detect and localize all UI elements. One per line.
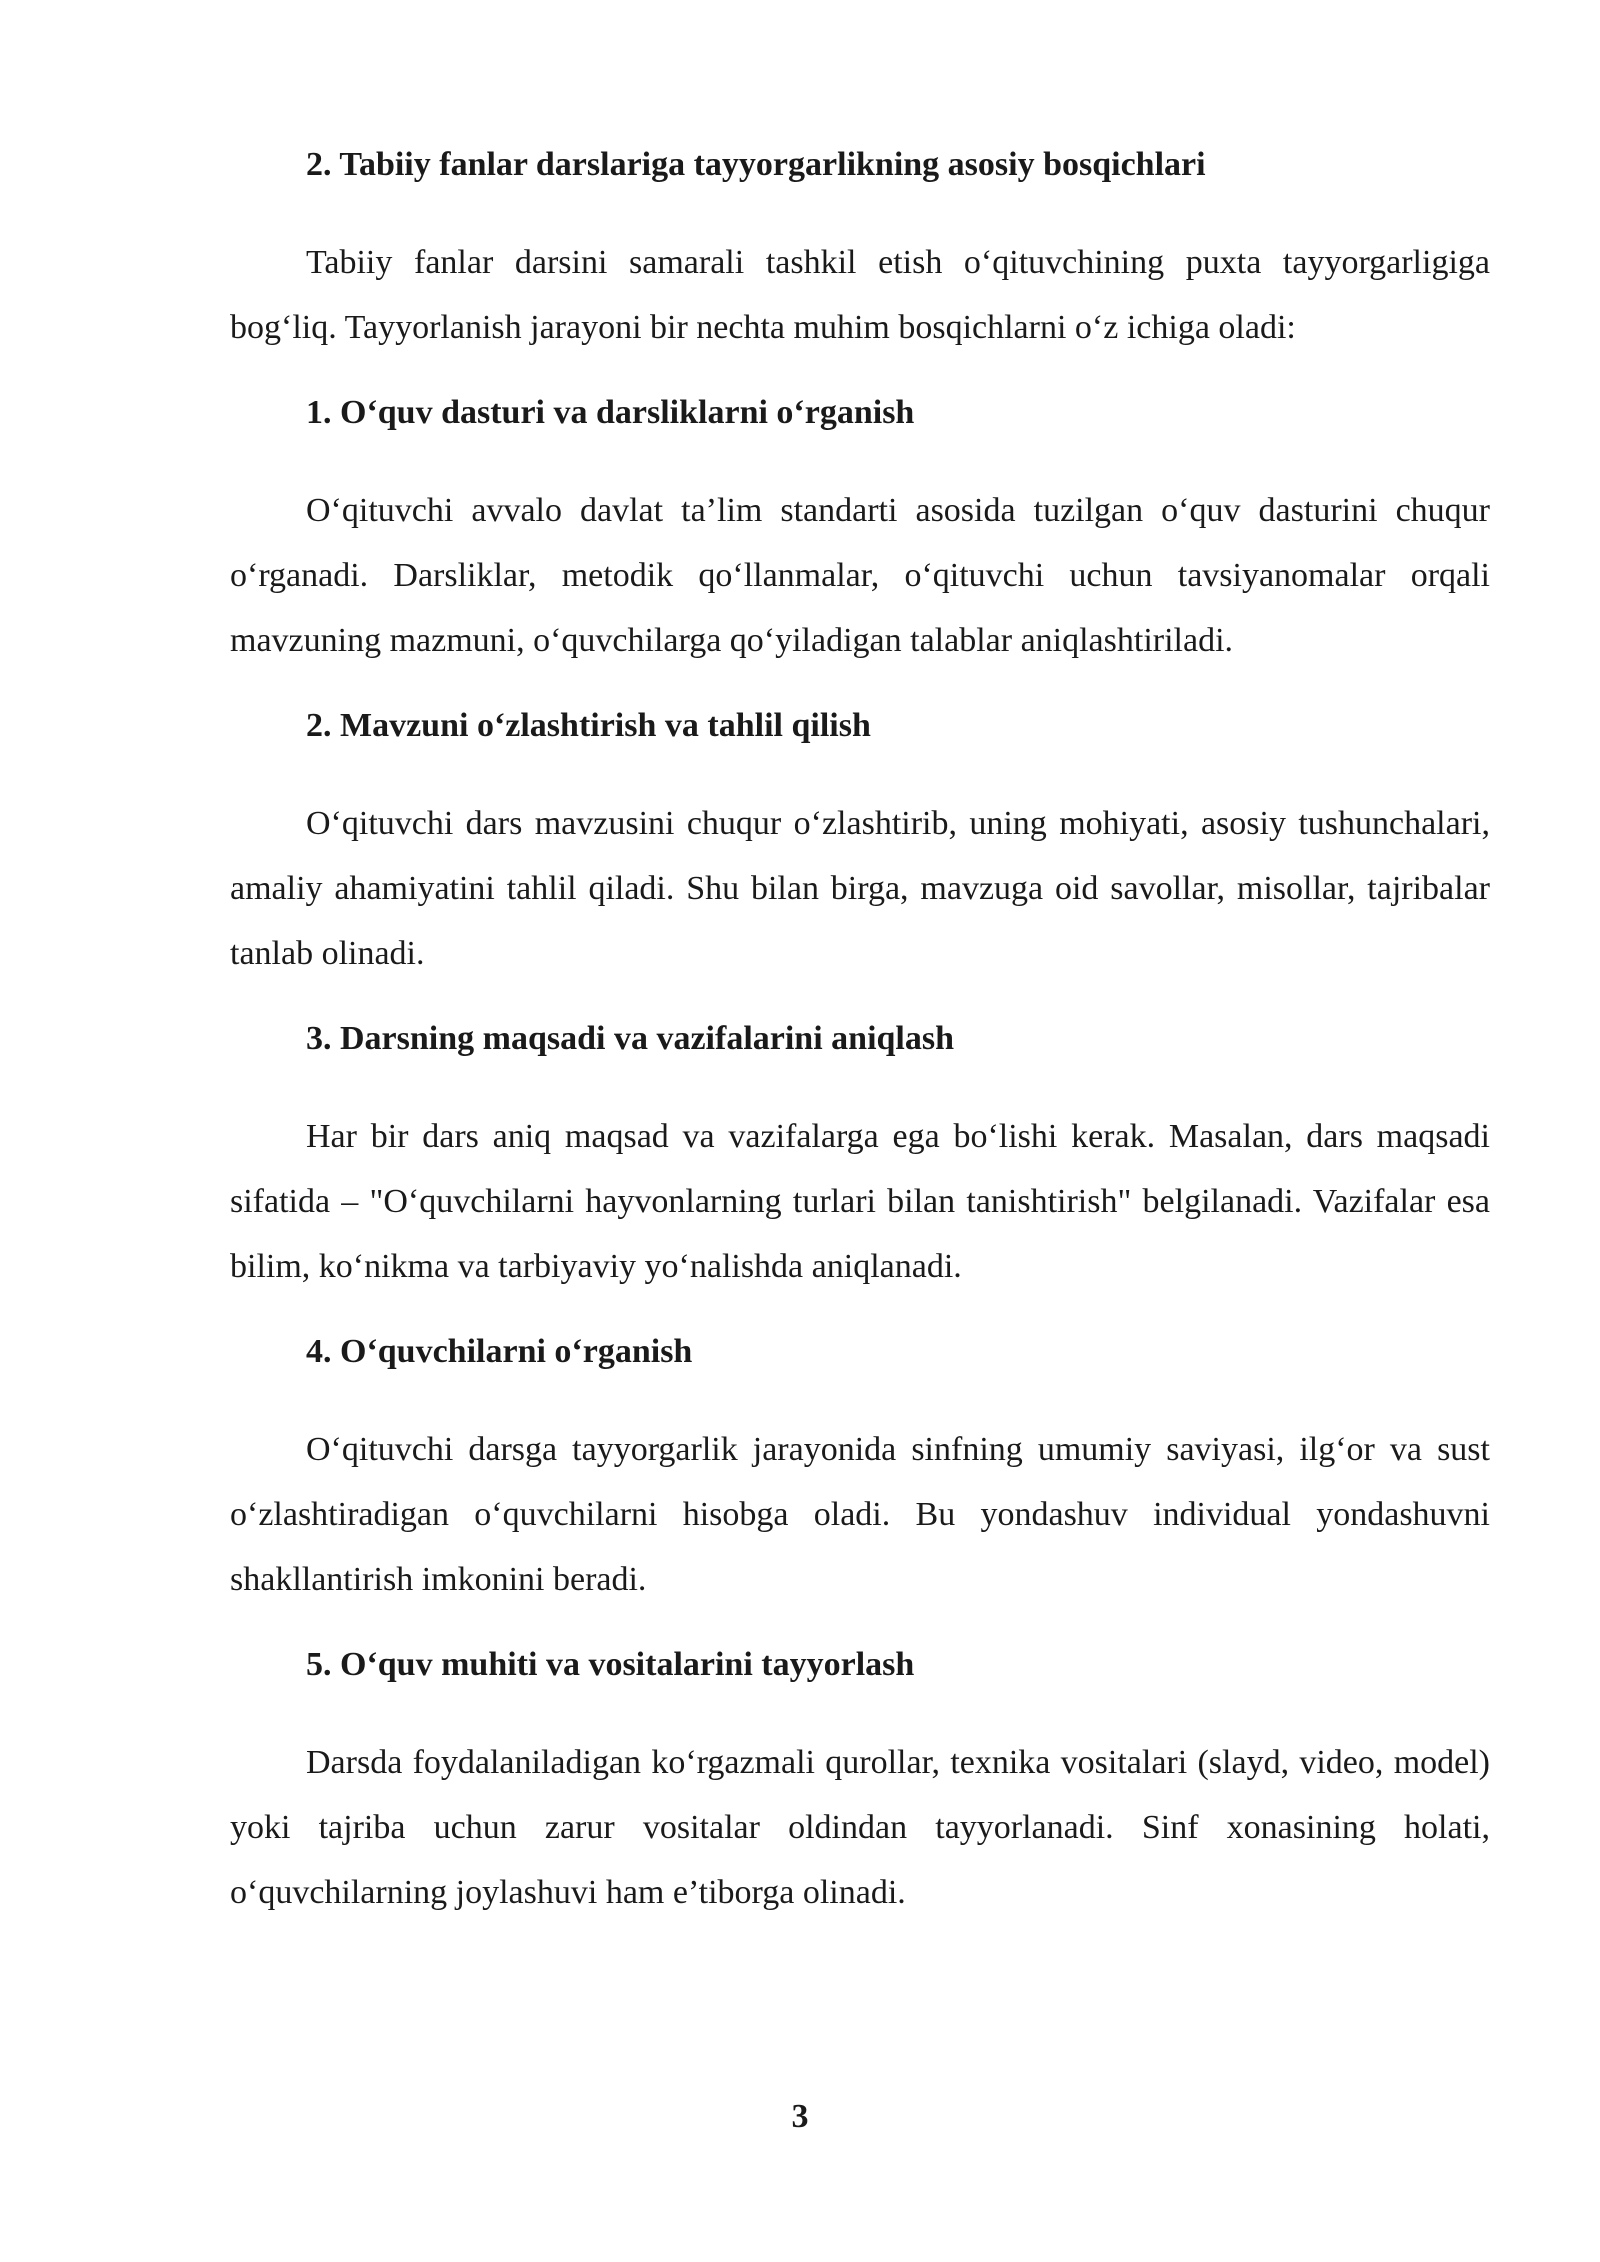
step-paragraph-5: Darsda foydalaniladigan ko‘rgazmali qurollar, texnika vositalari (slayd, video, model) yoki tajriba uchun zarur vositalar oldindan tayyorlanadi. Sinf xonasining holati, o‘quvchilarning joylashuvi ham e’tiborga olinadi. <box>230 1744 1490 1911</box>
page-number: 3 <box>791 2098 809 2135</box>
step-paragraph-2: O‘qituvchi dars mavzusini chuqur o‘zlashtirib, uning mohiyati, asosiy tushunchalari, amaliy ahamiyatini tahlil qiladi. Shu bilan birga, mavzuga oid savollar, misollar, tajribalar tanlab olinadi. <box>230 805 1490 972</box>
step-paragraph-3: Har bir dars aniq maqsad va vazifalarga ega bo‘lishi kerak. Masalan, dars maqsadi sifatida – "O‘quvchilarni hayvonlarning turlari bilan tanishtirish" belgilanadi. Vazifalar esa bilim, ko‘nikma va tarbiyaviy yo‘nalishda aniqlanadi. <box>230 1118 1490 1285</box>
intro-paragraph: Tabiiy fanlar darsini samarali tashkil etish o‘qituvchining puxta tayyorgarligiga bog‘liq. Tayyorlanish jarayoni bir nechta muhim bosqichlarni o‘z ichiga oladi: <box>230 244 1490 346</box>
section-title: 2. Tabiiy fanlar darslariga tayyorgarlikning asosiy bosqichlari <box>306 146 1206 183</box>
step-heading-4: 4. O‘quvchilarni o‘rganish <box>306 1333 693 1370</box>
step-heading-5: 5. O‘quv muhiti va vositalarini tayyorlash <box>306 1646 915 1683</box>
step-heading-2: 2. Mavzuni o‘zlashtirish va tahlil qilish <box>306 707 871 744</box>
document-page <box>230 140 1490 1953</box>
step-paragraph-4: O‘qituvchi darsga tayyorgarlik jarayonida sinfning umumiy saviyasi, ilg‘or va sust o‘zlashtiradigan o‘quvchilarni hisobga oladi. Bu yondashuv individual yondashuvni shakllantirish imkonini beradi. <box>230 1431 1490 1598</box>
step-heading-3: 3. Darsning maqsadi va vazifalarini aniqlash <box>306 1020 955 1057</box>
step-heading-1: 1. O‘quv dasturi va darsliklarni o‘rganish <box>306 394 915 431</box>
step-paragraph-1: O‘qituvchi avvalo davlat ta’lim standarti asosida tuzilgan o‘quv dasturini chuqur o‘rganadi. Darsliklar, metodik qo‘llanmalar, o‘qituvchi uchun tavsiyanomalar orqali mavzuning mazmuni, o‘quvchilarga qo‘yiladigan talablar aniqlashtiriladi. <box>230 492 1490 659</box>
